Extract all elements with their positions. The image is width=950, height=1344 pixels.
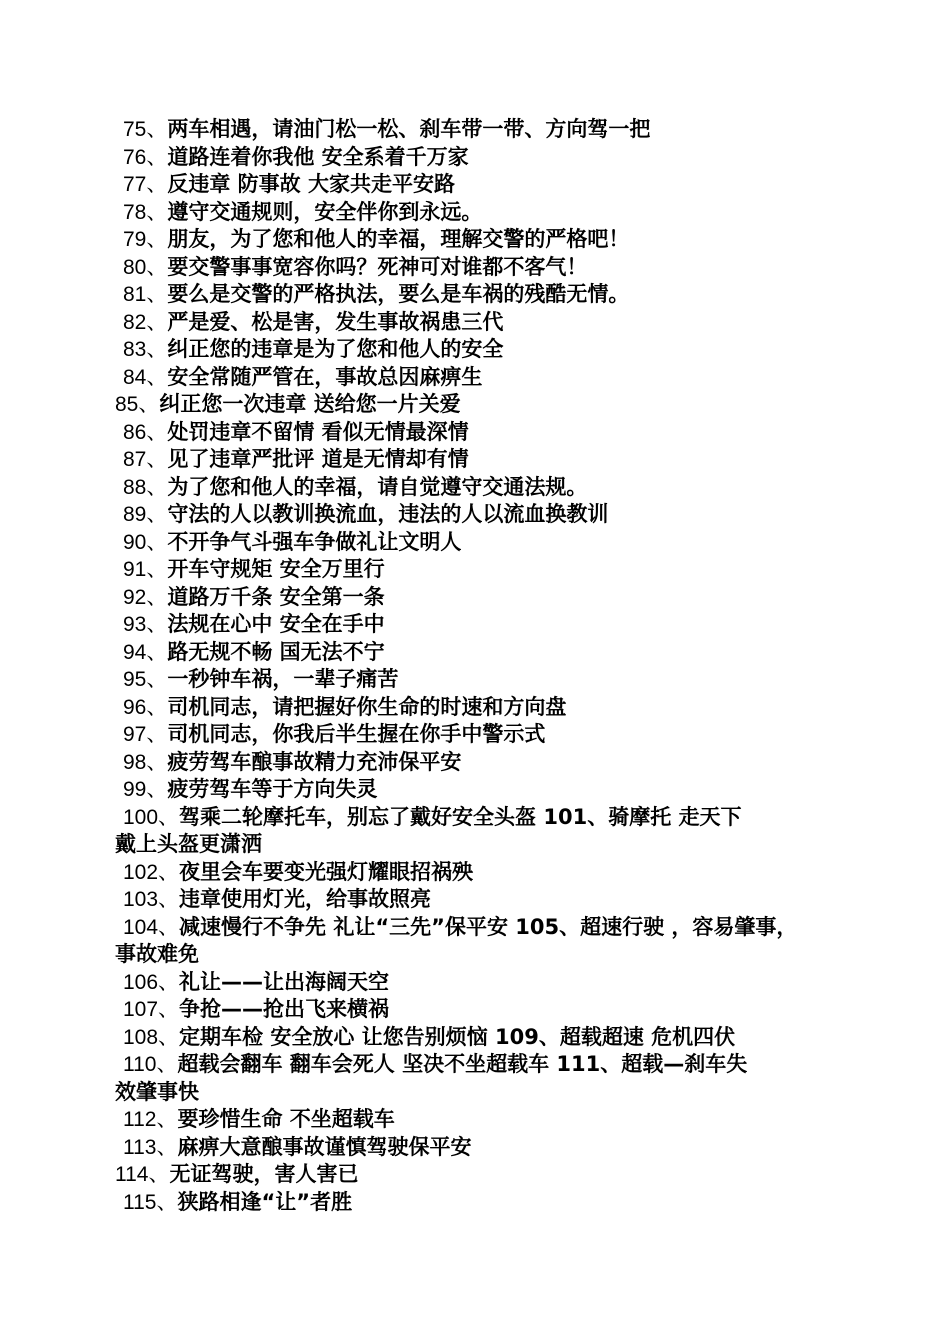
- slogan-number: 108、: [123, 1025, 180, 1049]
- slogan-line: [115, 914, 855, 942]
- slogan-number: 87、: [123, 448, 168, 471]
- slogan-text: 道路连着你我他 安全系着千万家: [167, 144, 469, 169]
- slogan-line: [115, 556, 855, 584]
- slogan-text: 司机同志，请把握好你生命的时速和方向盘: [167, 694, 567, 719]
- slogan-line: [115, 859, 855, 887]
- slogan-line: [115, 721, 855, 749]
- slogan-line: [115, 1134, 855, 1162]
- slogan-text: 争抢——抢出飞来横祸: [179, 997, 390, 1021]
- slogan-line: [115, 474, 855, 502]
- slogan-text: 遵守交通规则，安全伴你到永远。: [167, 199, 483, 224]
- slogan-text: 定期车检 安全放心 让您告别烦恼 109、超载超速 危机四伏: [179, 1024, 736, 1049]
- slogan-line: [115, 611, 855, 639]
- slogan-line: [115, 639, 855, 667]
- slogan-line: [115, 391, 855, 419]
- slogan-line: [115, 364, 855, 392]
- slogan-number: 94、: [123, 640, 168, 664]
- slogan-line: [115, 1051, 855, 1079]
- slogan-text: 反违章 防事故 大家共走平安路: [167, 172, 455, 196]
- slogan-line: [115, 1189, 855, 1217]
- slogan-line: [115, 776, 855, 804]
- slogan-number: 93、: [123, 613, 168, 636]
- slogan-text: 违章使用灯光，给事故照亮: [179, 887, 432, 911]
- slogan-text: 效肇事快: [115, 1079, 199, 1104]
- slogan-text: 为了您和他人的幸福，请自觉遵守交通法规。: [167, 474, 588, 499]
- slogan-line: [115, 804, 855, 832]
- slogan-text: 戴上头盔更潇洒: [115, 832, 262, 856]
- slogan-line: [115, 1079, 855, 1107]
- slogan-text: 疲劳驾车酿事故精力充沛保平安: [167, 749, 462, 774]
- slogan-number: 88、: [123, 475, 168, 499]
- slogan-line: [115, 749, 855, 777]
- slogan-text: 事故难免: [115, 942, 199, 966]
- slogan-number: 96、: [123, 695, 168, 719]
- slogan-number: 82、: [123, 310, 168, 334]
- slogan-number: 102、: [123, 860, 180, 884]
- slogan-number: 81、: [123, 283, 168, 306]
- slogan-line: [115, 171, 855, 199]
- slogan-text: 狭路相逢“让”者胜: [177, 1189, 353, 1214]
- slogan-number: 107、: [123, 998, 180, 1021]
- slogan-number: 75、: [123, 118, 168, 141]
- slogan-text: 路无规不畅 国无法不宁: [167, 639, 385, 664]
- slogan-line: [115, 529, 855, 557]
- slogan-text: 纠正您一次违章 送给您一片关爱: [159, 392, 461, 416]
- slogan-text: 减速慢行不争先 礼让“三先”保平安 105、超速行驶 ，容易肇事，: [179, 914, 798, 939]
- slogan-text: 朋友，为了您和他人的幸福，理解交警的严格吧！: [167, 227, 630, 251]
- slogan-text: 处罚违章不留情 看似无情最深情: [167, 419, 469, 444]
- slogan-line: [115, 1161, 855, 1189]
- slogan-text: 司机同志，你我后半生握在你手中警示式: [167, 722, 546, 746]
- slogan-number: 90、: [123, 530, 168, 554]
- slogan-text: 无证驾驶，害人害已: [169, 1162, 359, 1186]
- slogan-line: [115, 1024, 855, 1052]
- slogan-number: 91、: [123, 558, 168, 581]
- slogan-text: 道路万千条 安全第一条: [167, 584, 385, 609]
- slogan-text: 开车守规矩 安全万里行: [167, 557, 385, 581]
- slogan-text: 夜里会车要变光强灯耀眼招祸殃: [179, 859, 474, 884]
- slogan-text: 要交警事事宽容你吗？死神可对谁都不客气！: [167, 254, 588, 279]
- slogan-number: 98、: [123, 750, 168, 774]
- slogan-number: 106、: [123, 970, 180, 994]
- slogan-number: 97、: [123, 723, 168, 746]
- slogan-line: [115, 254, 855, 282]
- slogan-number: 99、: [123, 778, 168, 801]
- slogan-line: [115, 996, 855, 1024]
- slogan-text: 麻痹大意酿事故谨慎驾驶保平安: [177, 1134, 472, 1159]
- slogan-line: [115, 886, 855, 914]
- slogan-text: 要珍惜生命 不坐超载车: [177, 1107, 395, 1131]
- slogan-number: 112、: [123, 1108, 178, 1131]
- slogan-line: [115, 1106, 855, 1134]
- slogan-text: 一秒钟车祸，一辈子痛苦: [167, 667, 399, 691]
- slogan-number: 84、: [123, 365, 168, 389]
- slogan-text: 要么是交警的严格执法，要么是车祸的残酷无情。: [167, 282, 630, 306]
- slogan-number: 114、: [115, 1163, 170, 1186]
- slogan-number: 86、: [123, 420, 168, 444]
- slogan-number: 110、: [123, 1053, 178, 1076]
- slogan-line: [115, 831, 855, 859]
- slogan-line: [115, 584, 855, 612]
- slogan-text: 见了违章严批评 道是无情却有情: [167, 447, 469, 471]
- slogan-number: 80、: [123, 255, 168, 279]
- slogan-text: 法规在心中 安全在手中: [167, 612, 385, 636]
- slogan-line: [115, 694, 855, 722]
- slogan-number: 76、: [123, 145, 168, 169]
- slogan-line: [115, 419, 855, 447]
- slogan-number: 104、: [123, 915, 180, 939]
- slogan-number: 113、: [123, 1135, 178, 1159]
- slogan-text: 超载会翻车 翻车会死人 坚决不坐超载车 111、超载—刹车失: [177, 1052, 748, 1076]
- slogan-number: 103、: [123, 888, 180, 911]
- slogan-line: [115, 226, 855, 254]
- slogan-line: [115, 116, 855, 144]
- slogan-text: 守法的人以教训换流血，违法的人以流血换教训: [167, 502, 609, 526]
- slogan-text: 两车相遇，请油门松一松、刹车带一带、方向驾一把: [167, 117, 651, 141]
- slogan-number: 79、: [123, 228, 168, 251]
- slogan-text: 疲劳驾车等于方向失灵: [167, 777, 378, 801]
- slogan-number: 100、: [123, 805, 180, 829]
- slogan-line: [115, 666, 855, 694]
- slogan-line: [115, 199, 855, 227]
- slogan-text: 纠正您的违章是为了您和他人的安全: [167, 337, 504, 361]
- slogan-line: [115, 969, 855, 997]
- slogan-number: 89、: [123, 503, 168, 526]
- slogan-number: 92、: [123, 585, 168, 609]
- slogan-number: 83、: [123, 338, 168, 361]
- slogan-line: [115, 446, 855, 474]
- slogan-number: 115、: [123, 1190, 178, 1214]
- slogan-number: 85、: [115, 393, 160, 416]
- slogan-text: 驾乘二轮摩托车，别忘了戴好安全头盔 101、骑摩托 走天下: [179, 804, 742, 829]
- slogan-number: 78、: [123, 200, 168, 224]
- slogan-line: [115, 336, 855, 364]
- slogan-text: 安全常随严管在，事故总因麻痹生: [167, 364, 483, 389]
- slogan-list: [115, 116, 855, 1216]
- slogan-line: [115, 501, 855, 529]
- slogan-line: [115, 309, 855, 337]
- slogan-line: [115, 144, 855, 172]
- slogan-text: 礼让——让出海阔天空: [179, 969, 390, 994]
- slogan-text: 严是爱、松是害，发生事故祸患三代: [167, 309, 504, 334]
- slogan-number: 95、: [123, 668, 168, 691]
- slogan-line: [115, 941, 855, 969]
- slogan-number: 77、: [123, 173, 168, 196]
- slogan-text: 不开争气斗强车争做礼让文明人: [167, 529, 462, 554]
- slogan-line: [115, 281, 855, 309]
